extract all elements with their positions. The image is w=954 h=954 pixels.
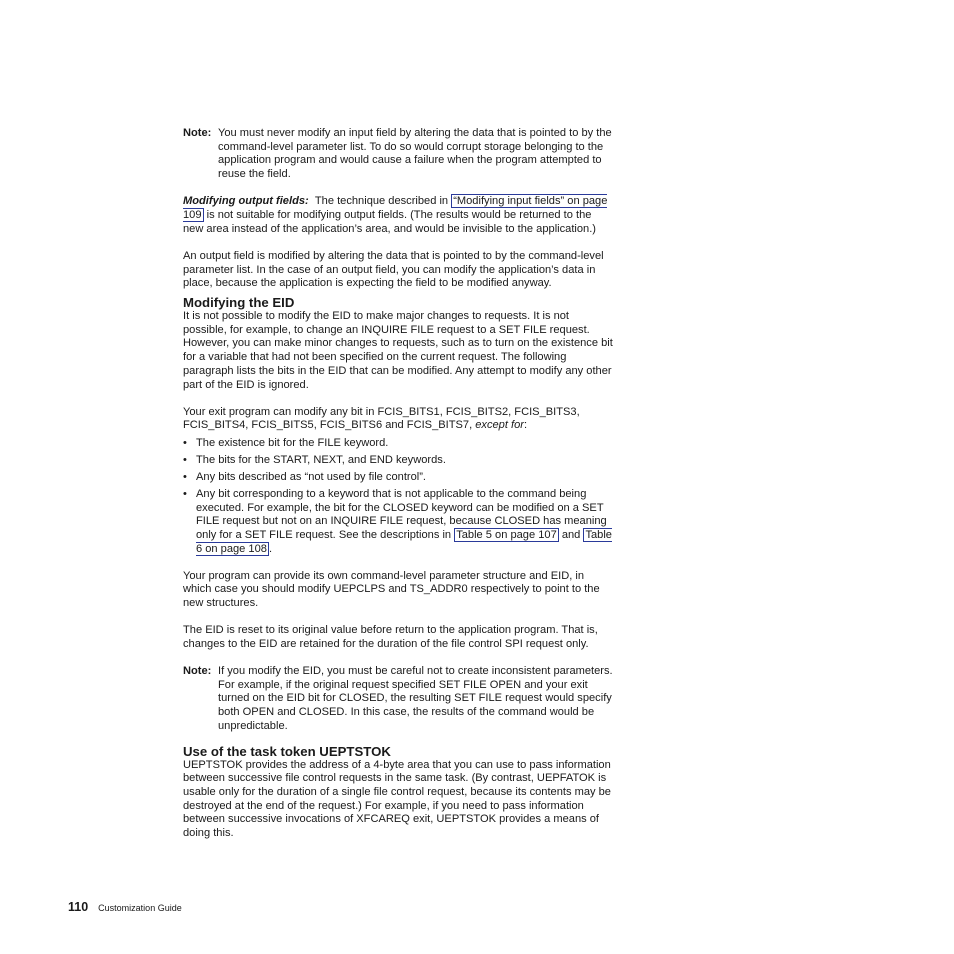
output-field-paragraph: An output field is modified by altering the data that is pointed to by the command-level parameter list. In the case of an output field, you can modify the application’s data in place, because the application is expecting the field to be modified anyway.	[183, 249, 604, 290]
output-fields-text-1: The technique described in	[314, 195, 449, 208]
output-fields-lead: Modifying output fields:	[183, 195, 309, 208]
eid-paragraph-3: Your program can provide its own command-level parameter structure and EID, in which case you should modify UEPCLPS and TS_ADDR0 respectively to point to the new structures.	[183, 569, 600, 609]
list-item	[183, 454, 613, 468]
modifying-output-fields-paragraph	[183, 195, 613, 236]
list-item	[183, 471, 613, 485]
eid-paragraph-1: It is not possible to modify the EID to make major changes to requests. It is not possible, for example, to change an INQUIRE FILE request to a SET FILE request. However, you can make minor changes to requests, such as to turn on the existence bit for a variable that had not been specified on the current request. The following paragraph lists the bits in the EID that can be modified. Any attempt to modify any other part of the EID is ignored.	[183, 310, 613, 391]
note-input-fields	[183, 127, 613, 182]
bullet-icon: •	[183, 454, 187, 467]
eid-bits-list	[183, 437, 613, 556]
note-text: If you modify the EID, you must be careful not to create inconsistent parameters. For example, if the original request specified SET FILE OPEN and your exit turned on the EID bit for CLOSED, the resulting SET FILE request would specify both OPEN and CLOSED. In this case, the results of the command would be unpredictable.	[218, 665, 613, 732]
output-fields-text-2: is not suitable for modifying output fields. (The results would be returned to the new area instead of the application’s area, and would be invisible to the application.)	[183, 209, 596, 235]
list-item	[183, 437, 613, 451]
note-eid	[183, 665, 613, 734]
list-item-text: The bits for the START, NEXT, and END keywords.	[196, 454, 446, 467]
eid-paragraph-2-text: Your exit program can modify any bit in FCIS_BITS1, FCIS_BITS2, FCIS_BITS3, FCIS_BITS4, FCIS_BITS5, FCIS_BITS6 and FCIS_BITS7,	[183, 405, 580, 432]
list-item-text: Any bit corresponding to a keyword that is not applicable to the command being executed. For example, the bit for the CLOSED keyword can be modified on a SET FILE request but not on an INQUIRE FILE request, because CLOSED has meaning only for a SET FILE request. See the descriptions in	[196, 487, 607, 541]
except-for-text: except for	[475, 419, 524, 432]
eid-paragraph-2	[183, 406, 613, 433]
bullet-icon: •	[183, 437, 187, 450]
link-table-6[interactable]: Table 6 on page 108	[196, 528, 612, 555]
list-item-end: .	[268, 542, 273, 555]
note-label: Note:	[183, 127, 212, 139]
list-item-and: and	[561, 528, 581, 541]
book-title: Customization Guide	[98, 903, 182, 913]
note-label: Note:	[183, 665, 212, 678]
list-item-text: The existence bit for the FILE keyword.	[196, 437, 389, 450]
list-item-text: Any bits described as “not used by file control”.	[196, 470, 427, 483]
page-body	[183, 127, 613, 841]
link-table-5[interactable]: Table 5 on page 107	[456, 528, 557, 541]
eid-paragraph-2-colon: :	[523, 419, 528, 432]
heading-task-token: Use of the task token UEPTSTOK	[183, 743, 391, 759]
token-paragraph: UEPTSTOK provides the address of a 4-byte area that you can use to pass information between successive file control requests in the same task. (By contrast, UEPFATOK is usable only for the duration of a single file control request, because its contents may be destroyed at the end of the request.) For example, if you need to pass information between successive invocations of XFCAREQ exit, UEPTSTOK provides a means of doing this.	[183, 758, 611, 840]
eid-paragraph-4: The EID is reset to its original value before return to the application program. That is, changes to the EID are retained for the duration of the file control SPI request only.	[183, 624, 598, 650]
note-text: You must never modify an input field by altering the data that is pointed to by the command-level parameter list. To do so would corrupt storage belonging to the application program and would cause a failure when the program attempted to reuse the field.	[218, 127, 612, 181]
bullet-icon: •	[183, 487, 187, 500]
heading-modifying-the-eid: Modifying the EID	[183, 295, 295, 311]
list-item	[183, 488, 613, 557]
bullet-icon: •	[183, 470, 187, 483]
link-modifying-input-fields[interactable]: “Modifying input fields” on page 109	[183, 195, 608, 222]
page-footer	[68, 900, 182, 914]
page-number: 110	[68, 900, 89, 914]
